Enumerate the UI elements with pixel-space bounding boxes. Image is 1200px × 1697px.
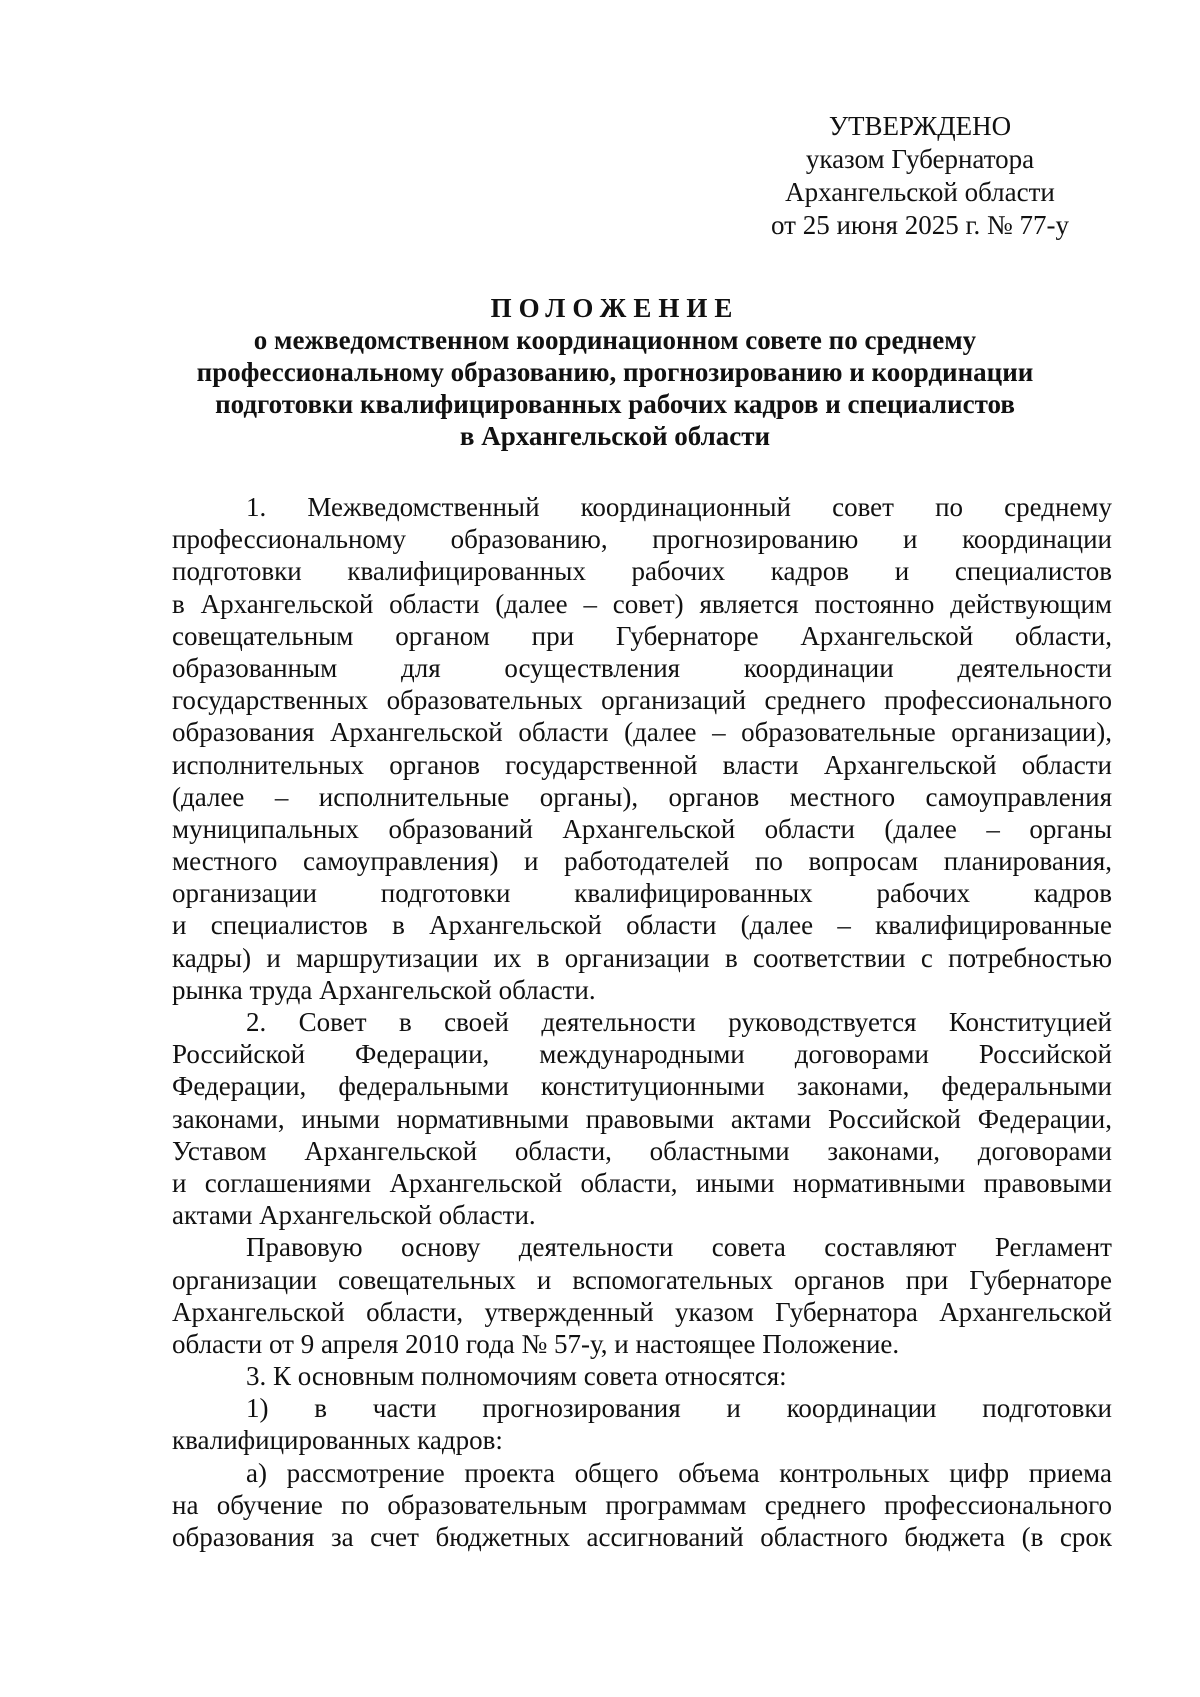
text-line: на обучение по образовательным программам среднего профессионального: [172, 1489, 1112, 1520]
text-line: кадры) и маршрутизации их в организации в соответствии с потребностью: [172, 942, 1112, 973]
approval-line: УТВЕРЖДЕНО: [828, 111, 1012, 141]
text-line: подготовки квалифицированных рабочих кадров и специалистов: [172, 556, 1112, 587]
text-line: образования за счет бюджетных ассигнований областного бюджета (в срок: [172, 1522, 1112, 1552]
text-line: образованным для осуществления координации деятельности: [172, 652, 1112, 683]
title-heading: ПОЛОЖЕНИЕ: [490, 293, 740, 323]
document-body: [172, 491, 1112, 1553]
text-line: 1) в части прогнозирования и координации подготовки: [246, 1393, 1112, 1424]
title-subline: о межведомственном координационном совете по среднему: [253, 325, 977, 355]
text-line: Российской Федерации, международными договорами Российской: [172, 1039, 1112, 1070]
text-line: и соглашениями Архангельской области, иными нормативными правовыми: [172, 1167, 1112, 1198]
text-line: государственных образовательных организаций среднего профессионального: [172, 685, 1112, 716]
approval-line: от 25 июня 2025 г. № 77-у: [771, 210, 1069, 240]
text-line: 2. Совет в своей деятельности руководствуется Конституцией: [246, 1007, 1112, 1037]
text-line: 3. К основным полномочиям совета относятся:: [246, 1361, 787, 1392]
title-subline: профессиональному образованию, прогнозированию и координации: [196, 357, 1034, 387]
text-line: в Архангельской области (далее – совет) является постоянно действующим: [172, 588, 1112, 619]
text-line: актами Архангельской области.: [172, 1200, 536, 1231]
approval-line: Архангельской области: [785, 177, 1055, 207]
text-line: квалифицированных кадров:: [172, 1425, 503, 1456]
text-line: области от 9 апреля 2010 года № 57-у, и настоящее Положение.: [172, 1328, 900, 1359]
title-subline: подготовки квалифицированных рабочих кадров и специалистов: [215, 389, 1015, 419]
document-title: [150, 292, 1080, 452]
text-line: законами, иными нормативными правовыми актами Российской Федерации,: [172, 1103, 1112, 1134]
text-line: муниципальных образований Архангельской области (далее – органы: [172, 813, 1112, 844]
text-line: Уставом Архангельской области, областными законами, договорами: [172, 1135, 1112, 1166]
text-line: и специалистов в Архангельской области (далее – квалифицированные: [172, 910, 1112, 941]
approval-stamp: [740, 110, 1100, 242]
text-line: профессиональному образованию, прогнозированию и координации: [172, 524, 1112, 555]
text-line: рынка труда Архангельской области.: [172, 974, 596, 1005]
text-line: совещательным органом при Губернаторе Архангельской области,: [172, 620, 1112, 651]
text-line: а) рассмотрение проекта общего объема контрольных цифр приема: [246, 1457, 1112, 1488]
text-line: 1. Межведомственный координационный совет по среднему: [246, 492, 1112, 522]
text-line: (далее – исполнительные органы), органов местного самоуправления: [172, 781, 1112, 812]
text-line: организации совещательных и вспомогательных органов при Губернаторе: [172, 1264, 1112, 1295]
approval-line: указом Губернатора: [805, 144, 1035, 174]
text-line: исполнительных органов государственной власти Архангельской области: [172, 749, 1112, 780]
text-line: местного самоуправления) и работодателей по вопросам планирования,: [172, 846, 1112, 877]
text-line: Архангельской области, утвержденный указом Губернатора Архангельской: [172, 1296, 1112, 1327]
title-subline: в Архангельской области: [459, 421, 771, 451]
text-line: Федерации, федеральными конституционными законами, федеральными: [172, 1071, 1112, 1102]
text-line: образования Архангельской области (далее – образовательные организации),: [172, 717, 1112, 748]
text-line: Правовую основу деятельности совета составляют Регламент: [246, 1232, 1112, 1263]
text-line: организации подготовки квалифицированных рабочих кадров: [172, 878, 1112, 909]
